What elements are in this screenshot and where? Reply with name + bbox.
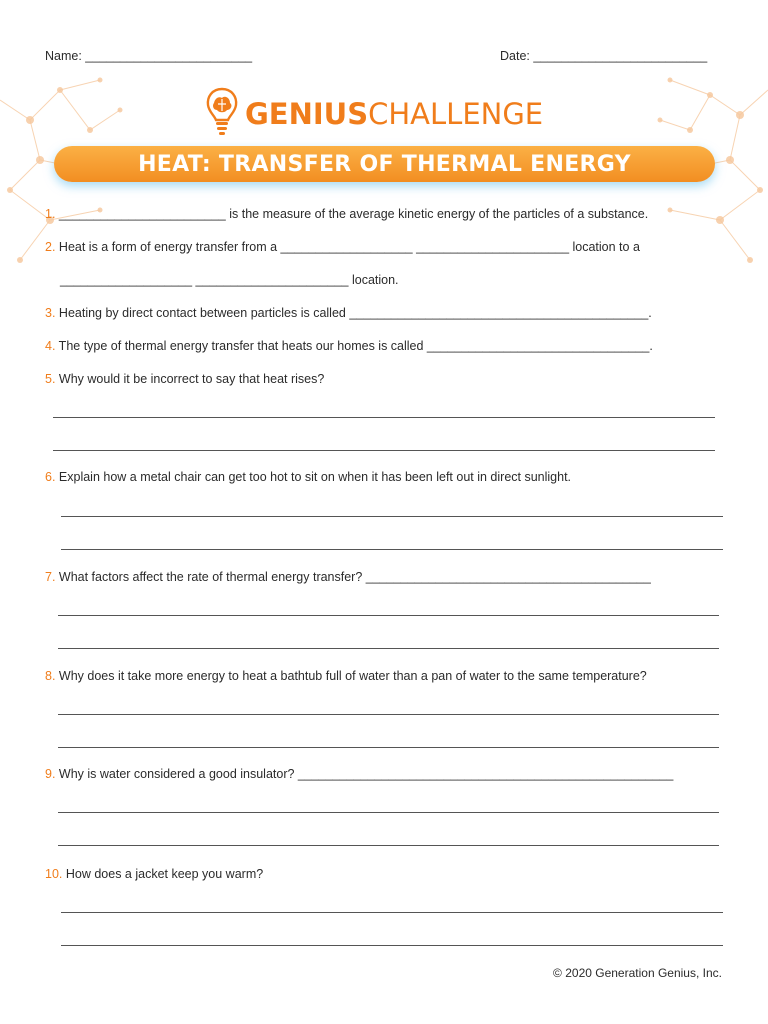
answer-line-8a[interactable] [58, 714, 719, 715]
question-5 [45, 371, 324, 387]
question-4 [45, 338, 653, 354]
question-10-text: How does a jacket keep you warm? [62, 867, 264, 881]
question-7-text: What factors affect the rate of thermal energy transfer? _________________________________________ [55, 570, 651, 584]
answer-line-8b[interactable] [58, 747, 719, 748]
answer-line-10a[interactable] [61, 912, 723, 913]
logo [205, 86, 543, 136]
question-9-number: 9. [45, 767, 56, 781]
answer-line-7a[interactable] [58, 615, 719, 616]
question-5-number: 5. [45, 372, 56, 386]
answer-line-6b[interactable] [61, 549, 723, 550]
question-8 [45, 668, 647, 684]
answer-line-7b[interactable] [58, 648, 719, 649]
title-banner [54, 146, 715, 182]
answer-line-5a[interactable] [53, 417, 715, 418]
logo-brand-light: CHALLENGE [368, 97, 544, 131]
name-field[interactable]: Name: ________________________ [45, 49, 253, 63]
answer-line-6a[interactable] [61, 516, 723, 517]
question-3-number: 3. [45, 306, 56, 320]
question-3 [45, 305, 652, 321]
question-8-number: 8. [45, 669, 56, 683]
question-4-number: 4. [45, 339, 56, 353]
question-2-text: Heat is a form of energy transfer from a ___________________ ______________________ location to a [55, 240, 640, 254]
lightbulb-brain-icon [205, 86, 239, 136]
answer-line-9b[interactable] [58, 845, 719, 846]
question-2-number: 2. [45, 240, 56, 254]
question-4-text: The type of thermal energy transfer that heats our homes is called ________________________________. [55, 339, 653, 353]
copyright-footer: © 2020 Generation Genius, Inc. [553, 966, 722, 980]
question-3-text: Heating by direct contact between particles is called ___________________________________________. [55, 306, 652, 320]
question-10-number: 10. [45, 867, 63, 881]
answer-line-10b[interactable] [61, 945, 723, 946]
question-7 [45, 569, 651, 585]
question-5-text: Why would it be incorrect to say that heat rises? [55, 372, 325, 386]
date-field[interactable]: Date: _________________________ [500, 49, 708, 63]
question-1-number: 1. [45, 207, 56, 221]
question-2-continued: ___________________ ______________________ location. [60, 273, 399, 287]
question-6-number: 6. [45, 470, 56, 484]
question-2 [45, 239, 640, 255]
question-9-text: Why is water considered a good insulator? ______________________________________________________ [55, 767, 674, 781]
page-title: HEAT: TRANSFER OF THERMAL ENERGY [138, 152, 631, 177]
question-6-text: Explain how a metal chair can get too hot to sit on when it has been left out in direct sunlight. [55, 470, 572, 484]
question-1 [45, 206, 648, 222]
question-7-number: 7. [45, 570, 56, 584]
question-9 [45, 766, 673, 782]
question-10 [45, 866, 263, 882]
question-6 [45, 469, 571, 485]
answer-line-9a[interactable] [58, 812, 719, 813]
logo-brand-bold: GENIUS [245, 97, 369, 131]
question-8-text: Why does it take more energy to heat a bathtub full of water than a pan of water to the same temperature? [55, 669, 647, 683]
answer-line-5b[interactable] [53, 450, 715, 451]
question-1-text: ________________________ is the measure of the average kinetic energy of the particles of a substance. [55, 207, 649, 221]
